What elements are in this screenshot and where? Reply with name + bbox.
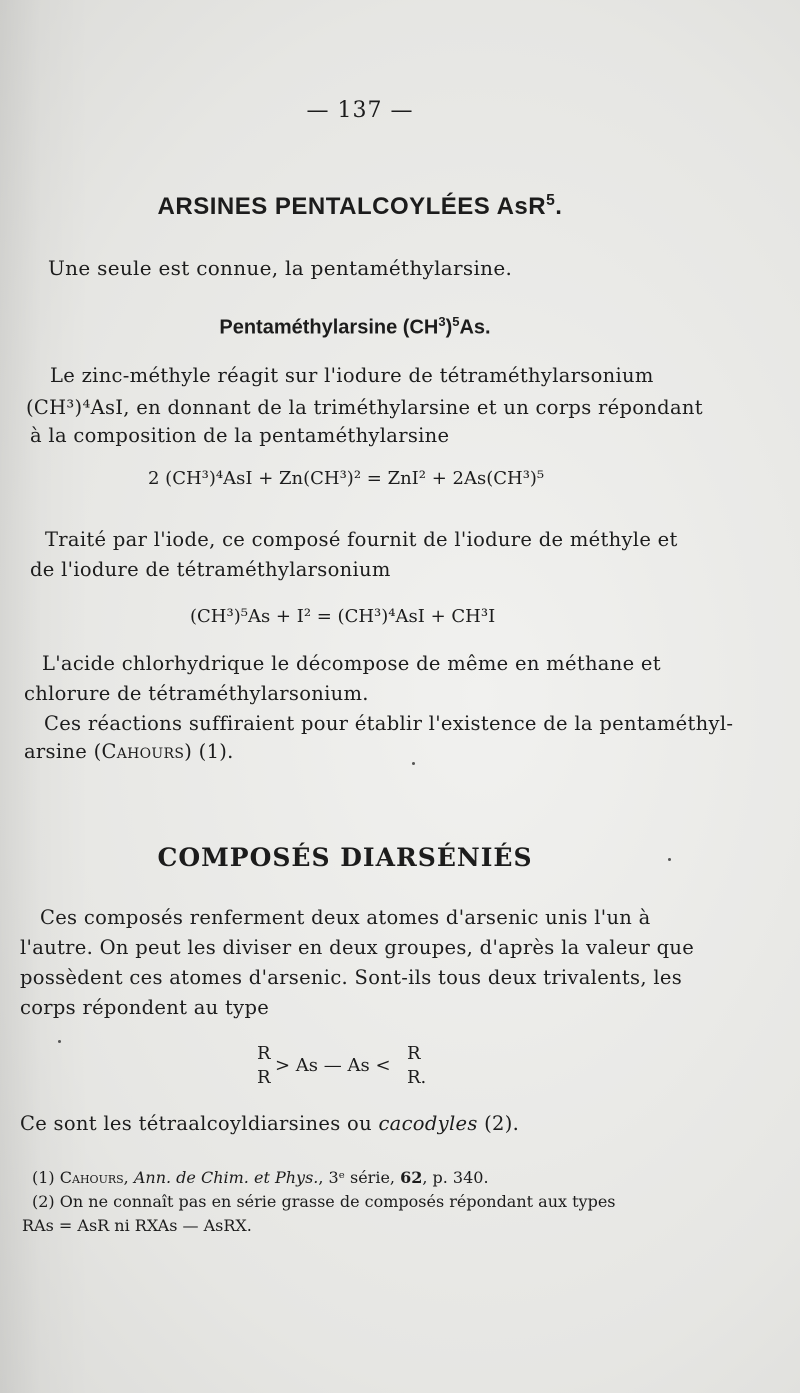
paragraph3-line2: chlorure de tétraméthylarsonium. [24, 682, 369, 705]
diarsine-structure [255, 1043, 445, 1093]
paragraph6-a: Ce sont les tétraalcoyldiarsines ou [20, 1112, 379, 1135]
footnote-1-volume: 62 [400, 1168, 423, 1187]
paragraph5-line1: Ces composés renferment deux atomes d'arsenic unis l'un à [40, 906, 651, 929]
section-title-superscript: 5 [546, 192, 556, 209]
equation-1: 2 (CH³)⁴AsI + Zn(CH³)² = ZnI² + 2As(CH³)⁵ [148, 468, 545, 489]
paragraph3-line1: L'acide chlorhydrique le décompose de même en méthane et [42, 652, 661, 675]
paragraph5-line4: corps répondent au type [20, 996, 270, 1019]
subsection-title-sup2: 5 [452, 314, 460, 329]
structure-r-top-left: R [257, 1043, 271, 1064]
paragraph1-line2: (CH³)⁴AsI, en donnant de la triméthylarsine et un corps répondant [26, 396, 703, 419]
paragraph4-line2-a: arsine ( [24, 740, 102, 763]
footnote-2-text: On ne connaît pas en série grasse de composés répondant aux types [59, 1192, 616, 1211]
subsection-title-a: Pentaméthylarsine (CH [219, 316, 439, 339]
subsection-title [0, 314, 710, 340]
paragraph4-line2-b: ) (1). [184, 740, 234, 763]
structure-r-bottom-left: R [257, 1067, 271, 1088]
footnote-1-author: Cahours [59, 1168, 124, 1187]
intro-line: Une seule est connue, la pentaméthylarsine. [48, 256, 513, 280]
author-cahours: Cahours [101, 740, 185, 763]
footnote-1-rest-b: , p. 340. [422, 1168, 489, 1187]
footnote-1-mark: (1) [32, 1168, 55, 1187]
footnote-2-mark: (2) [32, 1192, 55, 1211]
footnote-2-line1 [32, 1192, 616, 1211]
footnote-1-rest-a: , 3ᵉ série, [318, 1168, 401, 1187]
paragraph1-line3: à la composition de la pentaméthylarsine [30, 424, 450, 447]
paragraph6-b: (2). [477, 1112, 520, 1135]
subsection-title-c: As. [459, 316, 491, 339]
paragraph2-line1: Traité par l'iode, ce composé fournit de l'iodure de méthyle et [45, 528, 678, 551]
speck [412, 762, 415, 765]
footnote-1: (1) Cahours, Ann. de Chim. et Phys., 3ᵉ série, 62, p. 340. [32, 1168, 489, 1187]
paragraph4-line1: Ces réactions suffiraient pour établir l'existence de la pentaméthyl- [44, 712, 734, 735]
paragraph6-line1 [20, 1112, 519, 1135]
footnote-2-line2: RAs = AsR ni RXAs — AsRX. [22, 1216, 252, 1235]
subsection-title-sup: 3 [438, 314, 446, 329]
paragraph2-line2: de l'iodure de tétraméthylarsonium [30, 558, 391, 581]
section-title-text: ARSINES PENTALCOYLÉES AsR [157, 193, 547, 220]
structure-r-bottom-right: R. [407, 1067, 427, 1088]
speck [668, 858, 671, 861]
page-number: — 137 — [306, 98, 414, 123]
paragraph4-line2 [24, 740, 234, 763]
footnote-1-journal: Ann. de Chim. et Phys. [133, 1168, 319, 1187]
section-title-arsines [0, 192, 720, 221]
subsection-title-b: ) [445, 316, 453, 339]
paragraph5-line3: possèdent ces atomes d'arsenic. Sont-ils tous deux trivalents, les [20, 966, 683, 989]
paragraph6-italic: cacodyles [378, 1112, 478, 1135]
equation-2: (CH³)⁵As + I² = (CH³)⁴AsI + CH³I [190, 606, 496, 627]
paragraph5-line2: l'autre. On peut les diviser en deux groupes, d'après la valeur que [20, 936, 695, 959]
section-title-diarsenies: COMPOSÉS DIARSÉNIÉS [157, 843, 533, 872]
section-title-period: . [555, 193, 563, 220]
speck [58, 1040, 61, 1043]
structure-r-top-right: R [407, 1043, 421, 1064]
paragraph1-line1: Le zinc-méthyle réagit sur l'iodure de tétraméthylarsonium [50, 364, 654, 387]
structure-core: > As — As < [275, 1055, 391, 1076]
